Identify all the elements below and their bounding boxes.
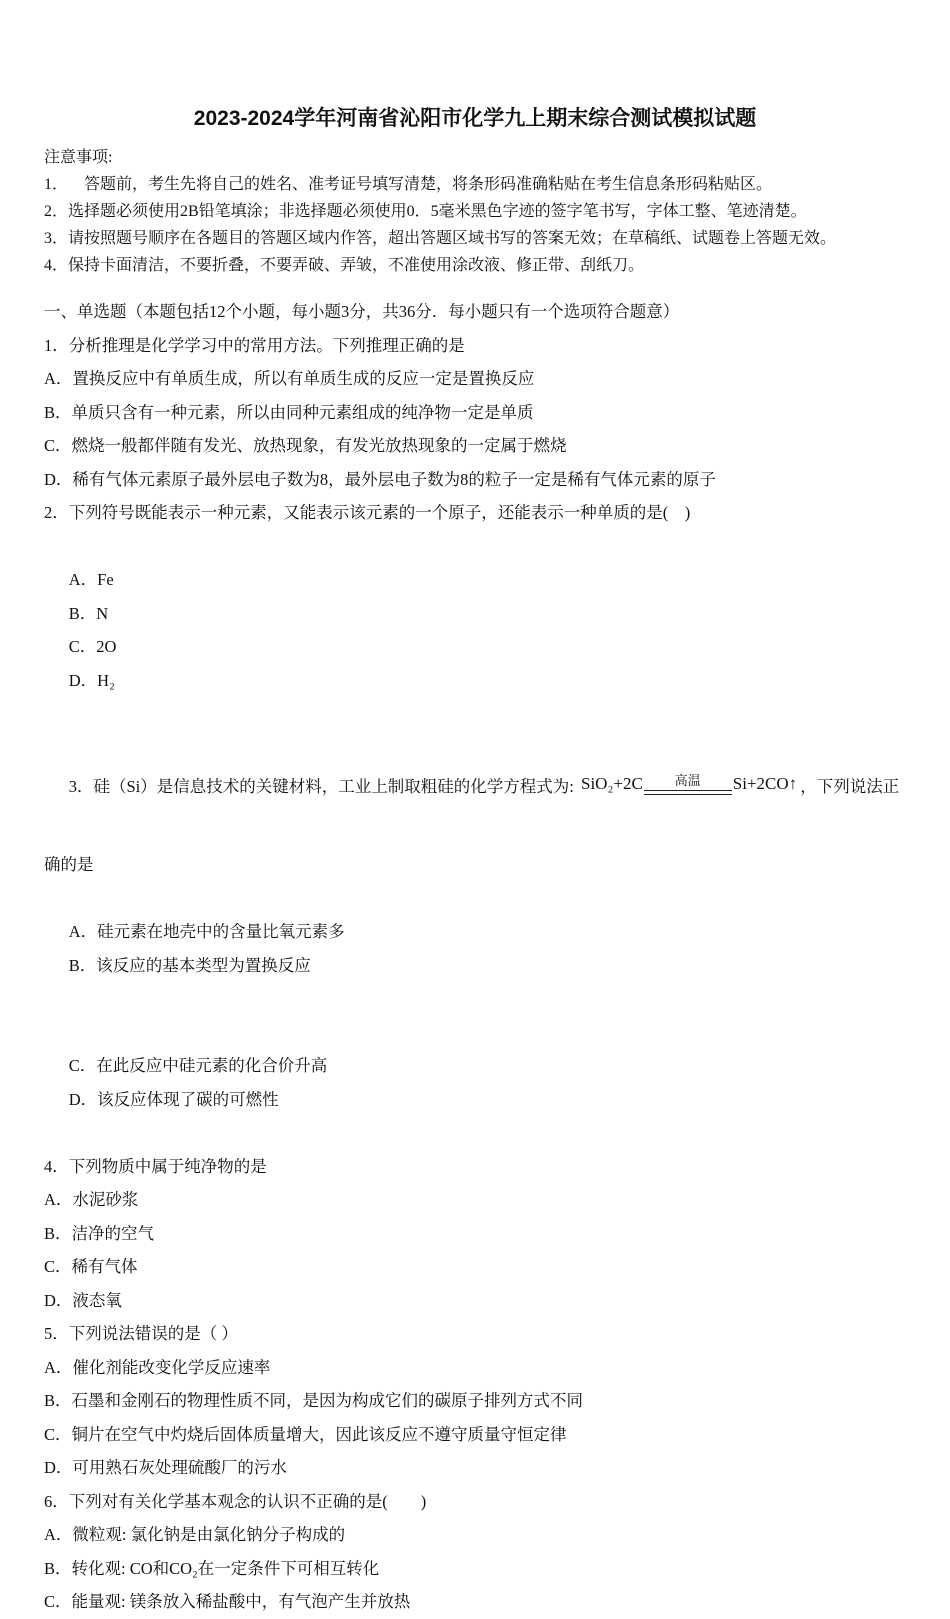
notice-item-1: 1． 答题前，考生先将自己的姓名、准考证号填写清楚，将条形码准确粘贴在考生信息条形码粘贴区。: [44, 176, 773, 193]
q6-stem: 6．下列对有关化学基本观念的认识不正确的是( ): [44, 1491, 427, 1511]
q6-option-b: B．转化观: CO和CO₂在一定条件下可相互转化: [44, 1558, 380, 1578]
page-title: 2023-2024学年河南省沁阳市化学九上期末综合测试模拟试题: [193, 107, 757, 130]
q4-option-c: C．稀有气体: [44, 1257, 138, 1277]
q3-stem-after: ，下列说法正: [800, 777, 900, 796]
equation-right: Si+2CO↑: [732, 774, 798, 794]
q2-option-b: B．N: [68, 603, 109, 623]
q4-option-b: B．洁净的空气: [44, 1223, 155, 1243]
q4-option-d: D．液态氧: [44, 1290, 122, 1310]
chemical-equation: [581, 767, 797, 801]
equation-left: SiO₂+2C: [580, 774, 643, 794]
q3-stem-before: 3．硅（Si）是信息技术的关键材料，工业上制取粗硅的化学方程式为:: [68, 777, 578, 796]
notice-item-4: 4．保持卡面清洁，不要折叠，不要弄破、弄皱，不准使用涂改液、修正带、刮纸刀。: [44, 257, 645, 274]
q3-option-c: C．在此反应中硅元素的化合价升高: [68, 1056, 328, 1076]
q5-option-a: A．催化剂能改变化学反应速率: [44, 1357, 271, 1377]
q1-option-a: A．置换反应中有单质生成，所以有单质生成的反应一定是置换反应: [44, 369, 535, 388]
notice-section: [44, 144, 906, 279]
q3-stem: [44, 731, 906, 839]
q5-option-c: C．铜片在空气中灼烧后固体质量增大，因此该反应不遵守质量守恒定律: [44, 1424, 567, 1444]
q4-stem: 4．下列物质中属于纯净物的是: [44, 1156, 267, 1176]
equation-condition-sign: [644, 773, 732, 795]
q1-stem: 1．分析推理是化学学习中的常用方法。下列推理正确的是: [44, 335, 465, 355]
q1-option-b: B．单质只含有一种元素，所以由同种元素组成的纯净物一定是单质: [44, 402, 534, 422]
questions-section: [44, 295, 906, 1619]
q5-option-d: D．可用熟石灰处理硫酸厂的污水: [44, 1458, 287, 1478]
q2-option-a: A．Fe: [68, 570, 114, 589]
notice-header: 注意事项:: [44, 149, 113, 166]
q6-option-c: C．能量观: 镁条放入稀盐酸中，有气泡产生并放热: [44, 1592, 411, 1612]
q2-options-row: [44, 530, 906, 731]
q1-option-d: D．稀有气体元素原子最外层电子数为8，最外层电子数为8的粒子一定是稀有气体元素的原子: [44, 469, 716, 489]
q5-option-b: B．石墨和金刚石的物理性质不同，是因为构成它们的碳原子排列方式不同: [44, 1391, 584, 1411]
q3-options-row-2: [44, 1016, 906, 1150]
q2-stem: 2．下列符号既能表示一种元素，又能表示该元素的一个原子，还能表示一种单质的是( ): [44, 503, 691, 522]
equation-condition-label: 高温: [674, 773, 701, 789]
q1-option-c: C．燃烧一般都伴随有发光、放热现象，有发光放热现象的一定属于燃烧: [44, 436, 567, 455]
double-line-equals: [644, 790, 732, 795]
q3-option-b: B．该反应的基本类型为置换反应: [68, 955, 311, 975]
q2-option-c: C．2O: [68, 637, 117, 656]
q3-stem-continued: 确的是: [44, 855, 94, 875]
q6-option-a: A．微粒观: 氯化钠是由氯化钠分子构成的: [44, 1525, 346, 1545]
q4-option-a: A．水泥砂浆: [44, 1190, 139, 1210]
q3-option-d: D．该反应体现了碳的可燃性: [68, 1089, 279, 1109]
notice-item-2: 2．选择题必须使用2B铅笔填涂；非选择题必须使用0．5毫米黑色字迹的签字笔书写，字体工整、笔迹清楚。: [44, 203, 807, 220]
q3-option-a: A．硅元素在地壳中的含量比氧元素多: [68, 922, 345, 942]
notice-item-3: 3．请按照题号顺序在各题目的答题区域内作答，超出答题区域书写的答案无效；在草稿纸、试题卷上答题无效。: [44, 230, 837, 247]
q2-option-d: D．H₂: [68, 670, 115, 690]
q5-stem: 5．下列说法错误的是（ ）: [44, 1324, 238, 1344]
section-one-header: 一、单选题（本题包括12个小题，每小题3分，共36分．每小题只有一个选项符合题意）: [44, 302, 680, 321]
q3-options-row-1: [44, 882, 906, 1016]
